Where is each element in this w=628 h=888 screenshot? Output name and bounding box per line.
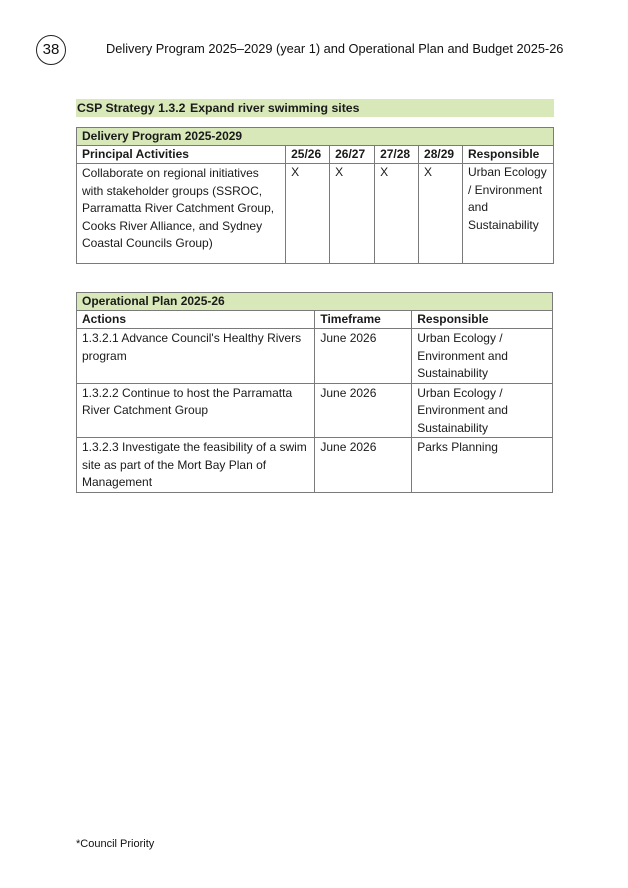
activity-cell: Collaborate on regional initiatives with stakeholder groups (SSROC, Parramatta River Catchment Group, Cooks River Alliance, and Sydney Coastal Councils Group) xyxy=(77,164,286,264)
responsible-cell: Urban Ecology / Environment and Sustainability xyxy=(412,329,553,384)
responsible-cell: Urban Ecology / Environment and Sustainability xyxy=(463,164,554,264)
table-section-header xyxy=(77,293,553,311)
column-header: 28/29 xyxy=(419,146,463,164)
table-header-row xyxy=(77,311,553,329)
timeframe-cell: June 2026 xyxy=(315,383,412,438)
document-header-title: Delivery Program 2025–2029 (year 1) and Operational Plan and Budget 2025-26 xyxy=(106,41,564,56)
column-header: 26/27 xyxy=(330,146,375,164)
strategy-title: Expand river swimming sites xyxy=(190,101,360,115)
action-cell: 1.3.2.2 Continue to host the Parramatta River Catchment Group xyxy=(77,383,315,438)
strategy-code: CSP Strategy 1.3.2 xyxy=(77,101,186,115)
column-header: Responsible xyxy=(412,311,553,329)
delivery-program-heading: Delivery Program 2025-2029 xyxy=(77,128,554,146)
table-row xyxy=(77,164,554,264)
table-row xyxy=(77,383,553,438)
column-header: Responsible xyxy=(463,146,554,164)
column-header: Timeframe xyxy=(315,311,412,329)
delivery-program-table xyxy=(76,127,554,264)
column-header: Principal Activities xyxy=(77,146,286,164)
table-row xyxy=(77,438,553,493)
year-mark-cell: X xyxy=(330,164,375,264)
responsible-cell: Urban Ecology / Environment and Sustainability xyxy=(412,383,553,438)
timeframe-cell: June 2026 xyxy=(315,329,412,384)
timeframe-cell: June 2026 xyxy=(315,438,412,493)
column-header: Actions xyxy=(77,311,315,329)
responsible-cell: Parks Planning xyxy=(412,438,553,493)
csp-strategy-banner xyxy=(76,99,554,117)
table-row xyxy=(77,329,553,384)
column-header: 25/26 xyxy=(286,146,330,164)
table-header-row xyxy=(77,146,554,164)
table-section-header xyxy=(77,128,554,146)
year-mark-cell: X xyxy=(375,164,419,264)
action-cell: 1.3.2.1 Advance Council's Healthy Rivers program xyxy=(77,329,315,384)
page-number: 38 xyxy=(36,35,66,65)
column-header: 27/28 xyxy=(375,146,419,164)
operational-plan-heading: Operational Plan 2025-26 xyxy=(77,293,553,311)
footnote: *Council Priority xyxy=(76,838,155,850)
year-mark-cell: X xyxy=(419,164,463,264)
operational-plan-table xyxy=(76,292,553,493)
year-mark-cell: X xyxy=(286,164,330,264)
action-cell: 1.3.2.3 Investigate the feasibility of a swim site as part of the Mort Bay Plan of Management xyxy=(77,438,315,493)
